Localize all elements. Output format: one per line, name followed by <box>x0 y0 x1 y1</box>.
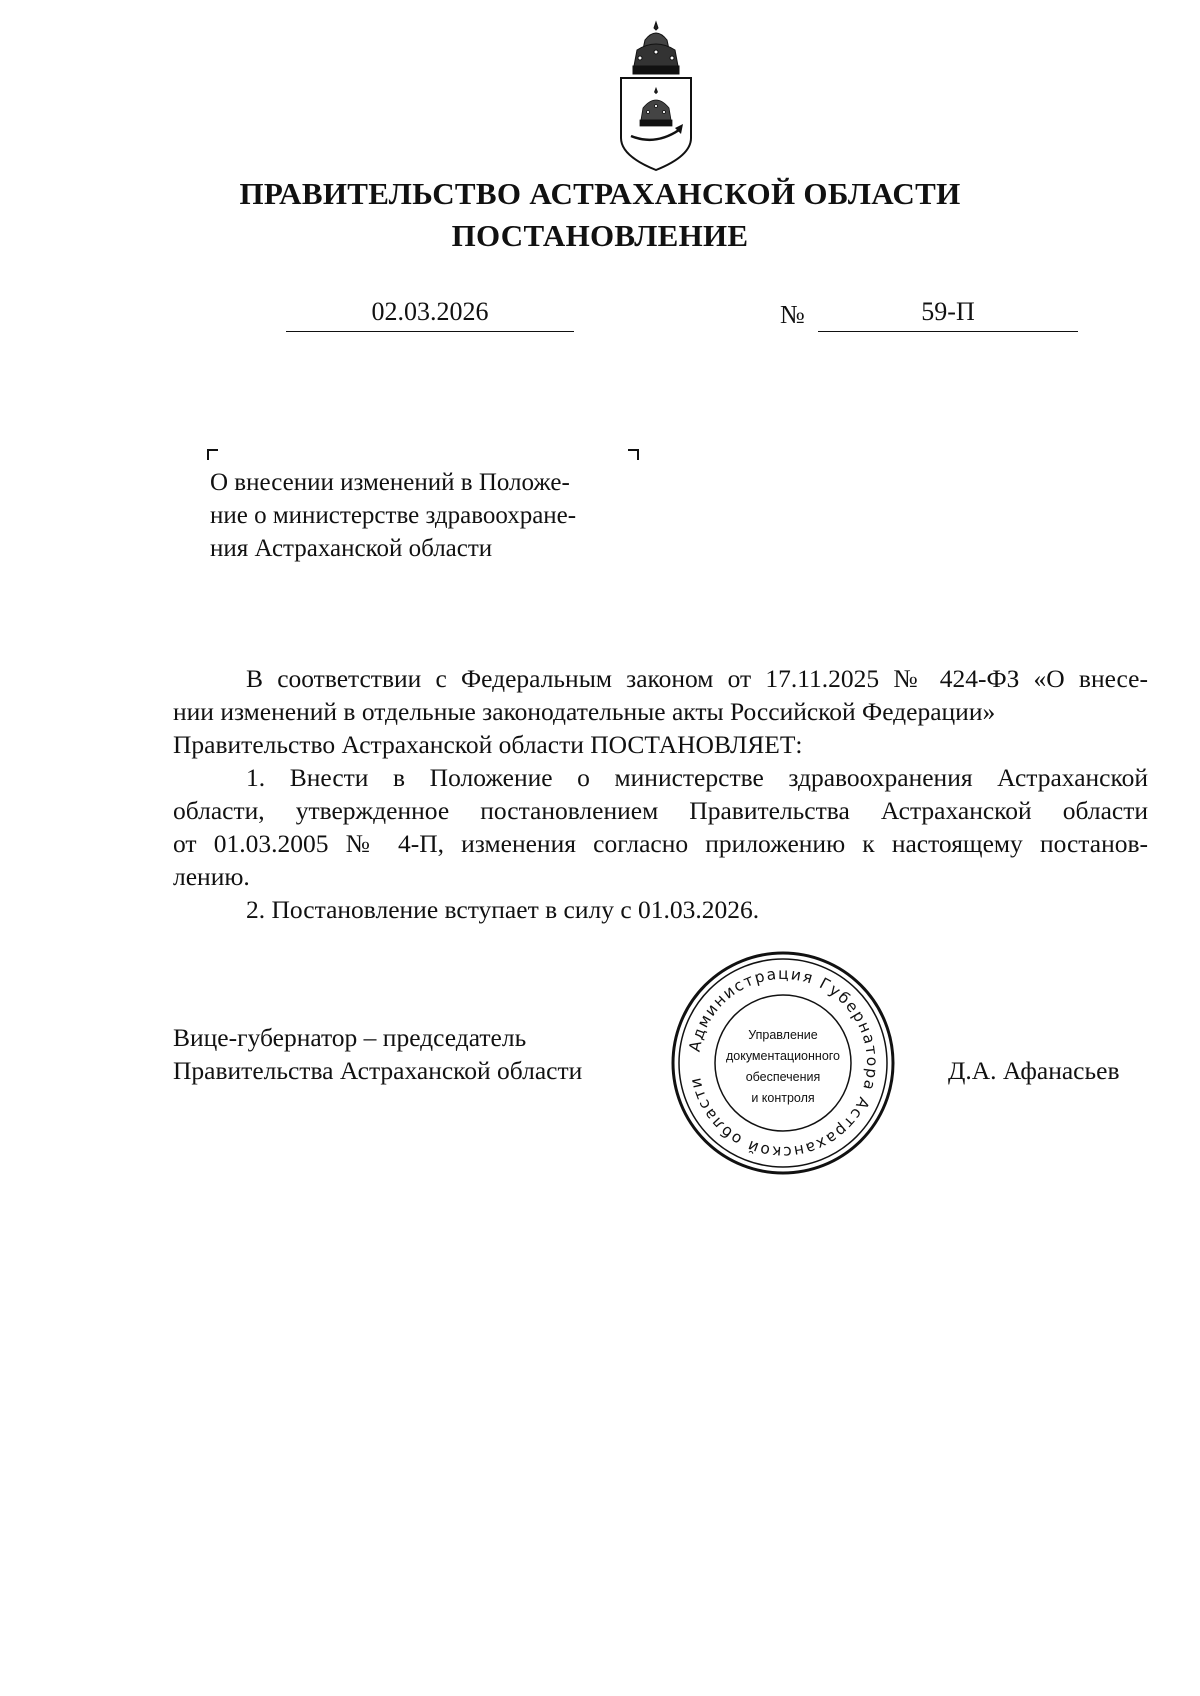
official-stamp <box>668 948 898 1178</box>
organization-title: ПРАВИТЕЛЬСТВО АСТРАХАНСКОЙ ОБЛАСТИ <box>239 176 961 211</box>
body-paragraph-line: лению. <box>173 862 250 891</box>
body-paragraph-line: Правительство Астраханской области ПОСТАНОВЛЯЕТ: <box>173 730 803 759</box>
stamp-inner-line: обеспечения <box>745 1070 821 1084</box>
document-date: 02.03.2026 <box>286 297 574 332</box>
document-title-line: ние о министерстве здравоохране- <box>210 502 577 529</box>
signatory-position: Правительства Астраханской области <box>173 1056 583 1085</box>
title-corner-mark-right <box>628 449 639 460</box>
signatory-name: Д.А. Афанасьев <box>948 1056 1120 1085</box>
title-corner-mark-left <box>207 449 218 460</box>
stamp-inner-line: Управление <box>748 1028 818 1042</box>
body-paragraph-line: 2. Постановление вступает в силу с 01.03.2026. <box>246 895 760 924</box>
body-paragraph-line: от 01.03.2005 № 4-П, изменения согласно приложению к настоящему постанов- <box>173 829 1148 858</box>
body-paragraph-line: В соответствии с Федеральным законом от 17.11.2025 № 424-ФЗ «О внесе- <box>246 664 1148 693</box>
document-number: 59-П <box>818 297 1078 332</box>
document-title-line: ния Астраханской области <box>210 535 493 562</box>
body-paragraph-line: области, утвержденное постановлением Правительства Астраханской области <box>173 796 1148 825</box>
stamp-inner-line: документационного <box>725 1049 841 1063</box>
signatory-position: Вице-губернатор – председатель <box>173 1023 527 1052</box>
body-paragraph-line: нии изменений в отдельные законодательные акты Российской Федерации» <box>173 697 996 726</box>
stamp-inner-line: и контроля <box>751 1091 815 1105</box>
number-sign: № <box>780 300 805 329</box>
document-title-line: О внесении изменений в Положе- <box>210 469 570 496</box>
body-paragraph-line: 1. Внести в Положение о министерстве здравоохранения Астраханской <box>246 763 1148 792</box>
coat-of-arms-icon <box>615 20 697 172</box>
document-type: ПОСТАНОВЛЕНИЕ <box>451 218 749 253</box>
stamp-outer-text: Администрация Губернатора Астраханской области <box>685 964 882 1162</box>
